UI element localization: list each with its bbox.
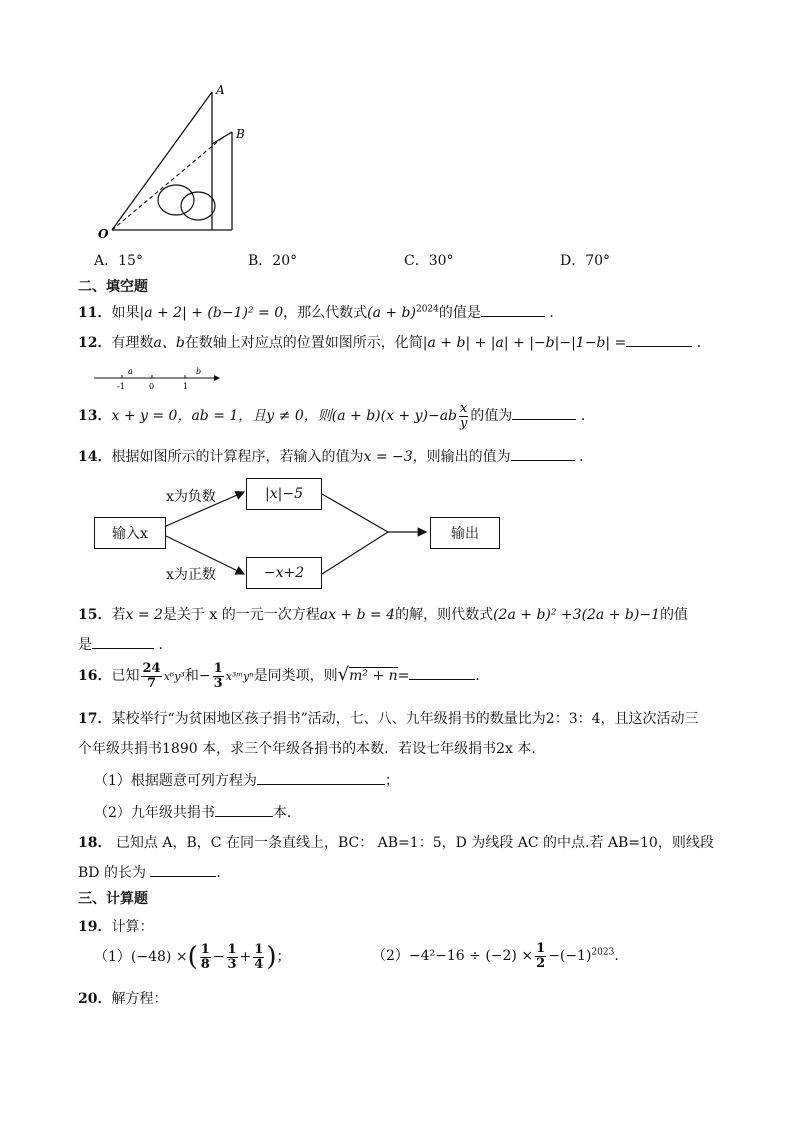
question-11: 11．如果|a + 2| + (b−1)² = 0，那么代数式$(a + b)^{2024}$的值是 ．	[78, 302, 563, 322]
section-calculation: 三、计算题	[78, 891, 148, 907]
question-17-line2: 个年级共捐书1890 本，求三个年级各捐书的本数．若设七年级捐书2x 本．	[78, 741, 546, 757]
input-box: 输入x	[94, 517, 166, 549]
svg-text:1: 1	[183, 382, 189, 391]
question-19-part2: （2）−4²−16 ÷ (−2) × $\frac{1}{2}$ $-(-1)^{2023}$.	[372, 941, 619, 971]
question-12: 12．有理数a、b在数轴上对应点的位置如图所示，化简|a + b| + |a| + |−b|−|1−b| = ．	[78, 332, 711, 352]
svg-text:a: a	[128, 367, 133, 376]
svg-text:0: 0	[149, 382, 155, 391]
question-19-part1: （1）(−48) ×( $\frac{1}{8}$ − $\frac{1}{3}$ + $\frac{1}{4}$ )；	[94, 941, 291, 972]
option-d: D．70°	[560, 253, 611, 269]
question-16: 16．已知 $\frac{24}{7}$ x⁶y³和− $\frac{1}{3}$ x³ᵐyⁿ是同类项，则√m² + n= ．	[78, 661, 490, 691]
negative-branch-label: x为负数	[166, 489, 216, 505]
question-15-line2: 是 ．	[78, 634, 172, 654]
question-17: 17．某校举行“为贫困地区孩子捐书”活动，七、八、九年级捐书的数量比为2：3：4，且这次活动三	[78, 711, 699, 727]
svg-text:-1: -1	[117, 382, 125, 391]
label-b: B	[236, 127, 245, 141]
label-o: O	[98, 227, 109, 241]
positive-box: −x+2	[246, 557, 322, 589]
section-fill-blank: 二、填空题	[78, 279, 148, 295]
question-17-part1: （1）根据题意可列方程为 ；	[94, 770, 399, 790]
question-15: 15．若x = 2是关于 x 的一元一次方程ax + b = 4的解，则代数式(2a + b)² +3(2a + b)−1的值	[78, 607, 688, 623]
question-17-part2: （2）九年级共捐书 本．	[94, 802, 301, 822]
question-13: 13．x + y = 0，ab = 1，且y ≠ 0，则(a + b)(x + y)−ab $\frac{x}{y}$ 的值为 ．	[78, 401, 595, 431]
triangle-figure	[90, 80, 260, 245]
svg-text:b: b	[196, 367, 202, 376]
question-19: 19．计算：	[78, 919, 154, 935]
question-18-line2: BD 的长为 .	[78, 862, 221, 882]
option-a: A．15°	[94, 253, 143, 269]
option-c: C．30°	[404, 253, 454, 269]
question-18: 18． 已知点 A，B，C 在同一条直线上，BC： AB=1：5，D 为线段 AC 的中点.若 AB=10，则线段	[78, 835, 714, 851]
negative-box: |x|−5	[246, 478, 322, 510]
option-b: B．20°	[248, 253, 298, 269]
number-line	[92, 364, 222, 392]
output-box: 输出	[430, 517, 500, 549]
label-a: A	[216, 83, 225, 97]
question-20: 20．解方程：	[78, 991, 168, 1007]
question-14: 14．根据如图所示的计算程序，若输入的值为x = −3，则输出的值为 ．	[78, 446, 593, 466]
positive-branch-label: x为正数	[166, 567, 216, 583]
